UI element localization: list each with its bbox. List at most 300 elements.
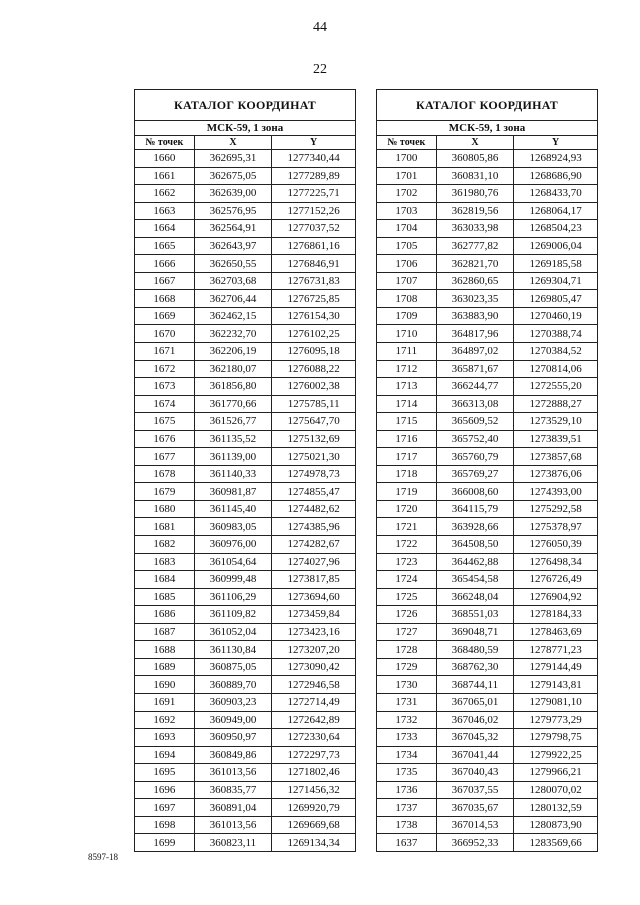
point-number-cell: 1666: [135, 255, 195, 273]
y-coordinate-cell: 1276050,39: [514, 536, 598, 554]
point-number-cell: 1708: [377, 290, 437, 308]
table-row: [135, 693, 356, 711]
point-number-cell: 1679: [135, 483, 195, 501]
column-header-x: X: [194, 136, 272, 150]
point-number-cell: 1712: [377, 360, 437, 378]
x-coordinate-cell: 361135,52: [194, 430, 272, 448]
x-coordinate-cell: 362643,97: [194, 237, 272, 255]
x-coordinate-cell: 361139,00: [194, 448, 272, 466]
y-coordinate-cell: 1272888,27: [514, 395, 598, 413]
y-coordinate-cell: 1275785,11: [272, 395, 356, 413]
x-coordinate-cell: 364462,88: [436, 553, 514, 571]
x-coordinate-cell: 361856,80: [194, 378, 272, 396]
x-coordinate-cell: 362576,95: [194, 202, 272, 220]
y-coordinate-cell: 1274393,00: [514, 483, 598, 501]
x-coordinate-cell: 361980,76: [436, 185, 514, 203]
x-coordinate-cell: 360831,10: [436, 167, 514, 185]
table-row: [377, 641, 598, 659]
y-coordinate-cell: 1269669,68: [272, 816, 356, 834]
y-coordinate-cell: 1279081,10: [514, 693, 598, 711]
y-coordinate-cell: 1276726,49: [514, 571, 598, 589]
y-coordinate-cell: 1276498,34: [514, 553, 598, 571]
x-coordinate-cell: 369048,71: [436, 623, 514, 641]
table-row: [377, 711, 598, 729]
y-coordinate-cell: 1274482,62: [272, 500, 356, 518]
x-coordinate-cell: 360949,00: [194, 711, 272, 729]
point-number-cell: 1663: [135, 202, 195, 220]
table-row: [377, 378, 598, 396]
y-coordinate-cell: 1273207,20: [272, 641, 356, 659]
table-row: [135, 781, 356, 799]
x-coordinate-cell: 367037,55: [436, 781, 514, 799]
point-number-cell: 1694: [135, 746, 195, 764]
y-coordinate-cell: 1273857,68: [514, 448, 598, 466]
x-coordinate-cell: 361140,33: [194, 465, 272, 483]
table-row: [377, 781, 598, 799]
point-number-cell: 1726: [377, 606, 437, 624]
point-number-cell: 1706: [377, 255, 437, 273]
x-coordinate-cell: 362695,31: [194, 150, 272, 168]
point-number-cell: 1673: [135, 378, 195, 396]
table-row: [377, 325, 598, 343]
y-coordinate-cell: 1278184,33: [514, 606, 598, 624]
table-row: [135, 220, 356, 238]
x-coordinate-cell: 362777,82: [436, 237, 514, 255]
point-number-cell: 1727: [377, 623, 437, 641]
point-number-cell: 1698: [135, 816, 195, 834]
table-row: [377, 623, 598, 641]
point-number-cell: 1717: [377, 448, 437, 466]
y-coordinate-cell: 1276154,30: [272, 307, 356, 325]
table-row: [135, 413, 356, 431]
y-coordinate-cell: 1277289,89: [272, 167, 356, 185]
x-coordinate-cell: 362819,56: [436, 202, 514, 220]
y-coordinate-cell: 1280070,02: [514, 781, 598, 799]
point-number-cell: 1723: [377, 553, 437, 571]
table-row: [377, 588, 598, 606]
x-coordinate-cell: 360903,23: [194, 693, 272, 711]
x-coordinate-cell: 361052,04: [194, 623, 272, 641]
point-number-cell: 1716: [377, 430, 437, 448]
table-row: [135, 729, 356, 747]
table-row: [377, 185, 598, 203]
x-coordinate-cell: 366952,33: [436, 834, 514, 852]
x-coordinate-cell: 367040,43: [436, 764, 514, 782]
table-row: [135, 272, 356, 290]
coordinate-catalog-left: [134, 89, 356, 852]
y-coordinate-cell: 1276002,38: [272, 378, 356, 396]
point-number-cell: 1719: [377, 483, 437, 501]
x-coordinate-cell: 360999,48: [194, 571, 272, 589]
y-coordinate-cell: 1276731,83: [272, 272, 356, 290]
column-header-point-number: № точек: [135, 136, 195, 150]
table-row: [377, 220, 598, 238]
table-row: [377, 465, 598, 483]
x-coordinate-cell: 365871,67: [436, 360, 514, 378]
point-number-cell: 1697: [135, 799, 195, 817]
point-number-cell: 1680: [135, 500, 195, 518]
y-coordinate-cell: 1274855,47: [272, 483, 356, 501]
point-number-cell: 1714: [377, 395, 437, 413]
table-row: [377, 834, 598, 852]
x-coordinate-cell: 362232,70: [194, 325, 272, 343]
y-coordinate-cell: 1271802,46: [272, 764, 356, 782]
x-coordinate-cell: 364817,96: [436, 325, 514, 343]
x-coordinate-cell: 360849,86: [194, 746, 272, 764]
point-number-cell: 1690: [135, 676, 195, 694]
y-coordinate-cell: 1272946,58: [272, 676, 356, 694]
table-row: [377, 272, 598, 290]
y-coordinate-cell: 1276102,25: [272, 325, 356, 343]
point-number-cell: 1705: [377, 237, 437, 255]
x-coordinate-cell: 360889,70: [194, 676, 272, 694]
x-coordinate-cell: 360835,77: [194, 781, 272, 799]
point-number-cell: 1728: [377, 641, 437, 659]
column-header-y: Y: [272, 136, 356, 150]
y-coordinate-cell: 1278463,69: [514, 623, 598, 641]
x-coordinate-cell: 364115,79: [436, 500, 514, 518]
point-number-cell: 1730: [377, 676, 437, 694]
y-coordinate-cell: 1274978,73: [272, 465, 356, 483]
point-number-cell: 1734: [377, 746, 437, 764]
y-coordinate-cell: 1272297,73: [272, 746, 356, 764]
y-coordinate-cell: 1272330,64: [272, 729, 356, 747]
y-coordinate-cell: 1269304,71: [514, 272, 598, 290]
table-row: [377, 448, 598, 466]
y-coordinate-cell: 1275132,69: [272, 430, 356, 448]
point-number-cell: 1707: [377, 272, 437, 290]
point-number-cell: 1692: [135, 711, 195, 729]
point-number-cell: 1710: [377, 325, 437, 343]
point-number-cell: 1711: [377, 343, 437, 361]
point-number-cell: 1682: [135, 536, 195, 554]
table-row: [135, 764, 356, 782]
x-coordinate-cell: 368744,11: [436, 676, 514, 694]
y-coordinate-cell: 1269134,34: [272, 834, 356, 852]
x-coordinate-cell: 360976,00: [194, 536, 272, 554]
y-coordinate-cell: 1276904,92: [514, 588, 598, 606]
table-row: [135, 536, 356, 554]
x-coordinate-cell: 362703,68: [194, 272, 272, 290]
table-row: [135, 325, 356, 343]
y-coordinate-cell: 1268924,93: [514, 150, 598, 168]
page-number: 44: [313, 20, 327, 35]
x-coordinate-cell: 360805,86: [436, 150, 514, 168]
table-row: [135, 167, 356, 185]
table-row: [377, 816, 598, 834]
x-coordinate-cell: 368762,30: [436, 658, 514, 676]
table-row: [135, 237, 356, 255]
point-number-cell: 1686: [135, 606, 195, 624]
point-number-cell: 1737: [377, 799, 437, 817]
x-coordinate-cell: 363883,90: [436, 307, 514, 325]
table-row: [135, 518, 356, 536]
x-coordinate-cell: 362206,19: [194, 343, 272, 361]
y-coordinate-cell: 1273529,10: [514, 413, 598, 431]
y-coordinate-cell: 1269006,04: [514, 237, 598, 255]
x-coordinate-cell: 361130,84: [194, 641, 272, 659]
x-coordinate-cell: 360981,87: [194, 483, 272, 501]
y-coordinate-cell: 1268064,17: [514, 202, 598, 220]
x-coordinate-cell: 362180,07: [194, 360, 272, 378]
point-number-cell: 1681: [135, 518, 195, 536]
y-coordinate-cell: 1275021,30: [272, 448, 356, 466]
y-coordinate-cell: 1279144,49: [514, 658, 598, 676]
table-row: [377, 676, 598, 694]
point-number-cell: 1672: [135, 360, 195, 378]
point-number-cell: 1735: [377, 764, 437, 782]
coordinate-catalog-right: [376, 89, 598, 852]
table-row: [135, 465, 356, 483]
point-number-cell: 1662: [135, 185, 195, 203]
point-number-cell: 1684: [135, 571, 195, 589]
x-coordinate-cell: 365760,79: [436, 448, 514, 466]
y-coordinate-cell: 1276846,91: [272, 255, 356, 273]
y-coordinate-cell: 1272555,20: [514, 378, 598, 396]
table-row: [377, 430, 598, 448]
y-coordinate-cell: 1273817,85: [272, 571, 356, 589]
table-row: [377, 799, 598, 817]
point-number-cell: 1683: [135, 553, 195, 571]
y-coordinate-cell: 1273694,60: [272, 588, 356, 606]
y-coordinate-cell: 1268686,90: [514, 167, 598, 185]
y-coordinate-cell: 1270388,74: [514, 325, 598, 343]
x-coordinate-cell: 360823,11: [194, 834, 272, 852]
table-row: [377, 658, 598, 676]
y-coordinate-cell: 1277340,44: [272, 150, 356, 168]
table-row: [135, 623, 356, 641]
table-row: [377, 290, 598, 308]
point-number-cell: 1721: [377, 518, 437, 536]
table-row: [377, 167, 598, 185]
x-coordinate-cell: 364897,02: [436, 343, 514, 361]
table-row: [135, 834, 356, 852]
table-row: [135, 202, 356, 220]
y-coordinate-cell: 1279966,21: [514, 764, 598, 782]
x-coordinate-cell: 366008,60: [436, 483, 514, 501]
y-coordinate-cell: 1276088,22: [272, 360, 356, 378]
x-coordinate-cell: 363023,35: [436, 290, 514, 308]
x-coordinate-cell: 360875,05: [194, 658, 272, 676]
point-number-cell: 1703: [377, 202, 437, 220]
y-coordinate-cell: 1269920,79: [272, 799, 356, 817]
point-number-cell: 1699: [135, 834, 195, 852]
table-row: [377, 343, 598, 361]
y-coordinate-cell: 1273839,51: [514, 430, 598, 448]
y-coordinate-cell: 1277152,26: [272, 202, 356, 220]
x-coordinate-cell: 365769,27: [436, 465, 514, 483]
y-coordinate-cell: 1273090,42: [272, 658, 356, 676]
y-coordinate-cell: 1269185,58: [514, 255, 598, 273]
point-number-cell: 1724: [377, 571, 437, 589]
x-coordinate-cell: 366248,04: [436, 588, 514, 606]
x-coordinate-cell: 362564,91: [194, 220, 272, 238]
table-row: [135, 185, 356, 203]
y-coordinate-cell: 1276725,85: [272, 290, 356, 308]
catalog-rows: [377, 150, 598, 852]
y-coordinate-cell: 1274385,96: [272, 518, 356, 536]
point-number-cell: 1668: [135, 290, 195, 308]
y-coordinate-cell: 1279773,29: [514, 711, 598, 729]
table-row: [377, 518, 598, 536]
y-coordinate-cell: 1273876,06: [514, 465, 598, 483]
x-coordinate-cell: 362821,70: [436, 255, 514, 273]
table-row: [135, 307, 356, 325]
table-row: [377, 729, 598, 747]
point-number-cell: 1731: [377, 693, 437, 711]
point-number-cell: 1670: [135, 325, 195, 343]
point-number-cell: 1733: [377, 729, 437, 747]
x-coordinate-cell: 362650,55: [194, 255, 272, 273]
column-header-y: Y: [514, 136, 598, 150]
x-coordinate-cell: 361106,29: [194, 588, 272, 606]
table-row: [377, 237, 598, 255]
table-row: [135, 360, 356, 378]
point-number-cell: 1738: [377, 816, 437, 834]
inner-page-number: 22: [313, 62, 327, 77]
column-header-x: X: [436, 136, 514, 150]
point-number-cell: 1695: [135, 764, 195, 782]
x-coordinate-cell: 361109,82: [194, 606, 272, 624]
x-coordinate-cell: 360891,04: [194, 799, 272, 817]
y-coordinate-cell: 1269805,47: [514, 290, 598, 308]
table-row: [377, 693, 598, 711]
point-number-cell: 1685: [135, 588, 195, 606]
point-number-cell: 1671: [135, 343, 195, 361]
table-row: [135, 676, 356, 694]
y-coordinate-cell: 1271456,32: [272, 781, 356, 799]
document-code: 8597-18: [88, 852, 118, 862]
y-coordinate-cell: 1277037,52: [272, 220, 356, 238]
point-number-cell: 1704: [377, 220, 437, 238]
y-coordinate-cell: 1276095,18: [272, 343, 356, 361]
y-coordinate-cell: 1270460,19: [514, 307, 598, 325]
table-row: [135, 395, 356, 413]
y-coordinate-cell: 1279922,25: [514, 746, 598, 764]
catalog-title: КАТАЛОГ КООРДИНАТ: [377, 90, 598, 121]
table-row: [135, 343, 356, 361]
point-number-cell: 1729: [377, 658, 437, 676]
point-number-cell: 1715: [377, 413, 437, 431]
x-coordinate-cell: 362639,00: [194, 185, 272, 203]
table-row: [377, 746, 598, 764]
y-coordinate-cell: 1278771,23: [514, 641, 598, 659]
x-coordinate-cell: 367041,44: [436, 746, 514, 764]
table-row: [135, 500, 356, 518]
table-row: [135, 553, 356, 571]
point-number-cell: 1678: [135, 465, 195, 483]
table-row: [135, 483, 356, 501]
point-number-cell: 1713: [377, 378, 437, 396]
table-row: [135, 658, 356, 676]
table-row: [377, 307, 598, 325]
y-coordinate-cell: 1274027,96: [272, 553, 356, 571]
x-coordinate-cell: 361145,40: [194, 500, 272, 518]
y-coordinate-cell: 1272642,89: [272, 711, 356, 729]
table-row: [135, 641, 356, 659]
x-coordinate-cell: 365454,58: [436, 571, 514, 589]
x-coordinate-cell: 361526,77: [194, 413, 272, 431]
point-number-cell: 1676: [135, 430, 195, 448]
x-coordinate-cell: 367035,67: [436, 799, 514, 817]
point-number-cell: 1700: [377, 150, 437, 168]
catalog-title: КАТАЛОГ КООРДИНАТ: [135, 90, 356, 121]
x-coordinate-cell: 361013,56: [194, 764, 272, 782]
x-coordinate-cell: 365609,52: [436, 413, 514, 431]
table-row: [135, 711, 356, 729]
point-number-cell: 1702: [377, 185, 437, 203]
x-coordinate-cell: 366313,08: [436, 395, 514, 413]
table-row: [377, 202, 598, 220]
x-coordinate-cell: 367046,02: [436, 711, 514, 729]
y-coordinate-cell: 1273459,84: [272, 606, 356, 624]
y-coordinate-cell: 1280873,90: [514, 816, 598, 834]
y-coordinate-cell: 1274282,67: [272, 536, 356, 554]
table-row: [135, 150, 356, 168]
x-coordinate-cell: 367045,32: [436, 729, 514, 747]
point-number-cell: 1725: [377, 588, 437, 606]
point-number-cell: 1661: [135, 167, 195, 185]
table-row: [135, 816, 356, 834]
point-number-cell: 1720: [377, 500, 437, 518]
y-coordinate-cell: 1270814,06: [514, 360, 598, 378]
point-number-cell: 1736: [377, 781, 437, 799]
table-row: [377, 360, 598, 378]
x-coordinate-cell: 362675,05: [194, 167, 272, 185]
point-number-cell: 1687: [135, 623, 195, 641]
y-coordinate-cell: 1273423,16: [272, 623, 356, 641]
y-coordinate-cell: 1272714,49: [272, 693, 356, 711]
x-coordinate-cell: 362462,15: [194, 307, 272, 325]
y-coordinate-cell: 1276861,16: [272, 237, 356, 255]
table-row: [135, 378, 356, 396]
x-coordinate-cell: 361013,56: [194, 816, 272, 834]
table-row: [135, 430, 356, 448]
point-number-cell: 1696: [135, 781, 195, 799]
point-number-cell: 1665: [135, 237, 195, 255]
table-row: [135, 255, 356, 273]
table-row: [377, 764, 598, 782]
catalog-subtitle: МСК-59, 1 зона: [377, 121, 598, 136]
table-row: [135, 290, 356, 308]
x-coordinate-cell: 365752,40: [436, 430, 514, 448]
x-coordinate-cell: 364508,50: [436, 536, 514, 554]
y-coordinate-cell: 1280132,59: [514, 799, 598, 817]
table-row: [377, 150, 598, 168]
point-number-cell: 1667: [135, 272, 195, 290]
x-coordinate-cell: 363033,98: [436, 220, 514, 238]
x-coordinate-cell: 363928,66: [436, 518, 514, 536]
point-number-cell: 1689: [135, 658, 195, 676]
y-coordinate-cell: 1279798,75: [514, 729, 598, 747]
x-coordinate-cell: 362860,65: [436, 272, 514, 290]
y-coordinate-cell: 1275378,97: [514, 518, 598, 536]
point-number-cell: 1722: [377, 536, 437, 554]
point-number-cell: 1660: [135, 150, 195, 168]
table-row: [135, 448, 356, 466]
y-coordinate-cell: 1279143,81: [514, 676, 598, 694]
column-header-point-number: № точек: [377, 136, 437, 150]
point-number-cell: 1664: [135, 220, 195, 238]
point-number-cell: 1674: [135, 395, 195, 413]
table-row: [377, 500, 598, 518]
table-row: [377, 413, 598, 431]
table-row: [377, 571, 598, 589]
table-row: [377, 395, 598, 413]
point-number-cell: 1637: [377, 834, 437, 852]
x-coordinate-cell: 367014,53: [436, 816, 514, 834]
catalog-rows: [135, 150, 356, 852]
